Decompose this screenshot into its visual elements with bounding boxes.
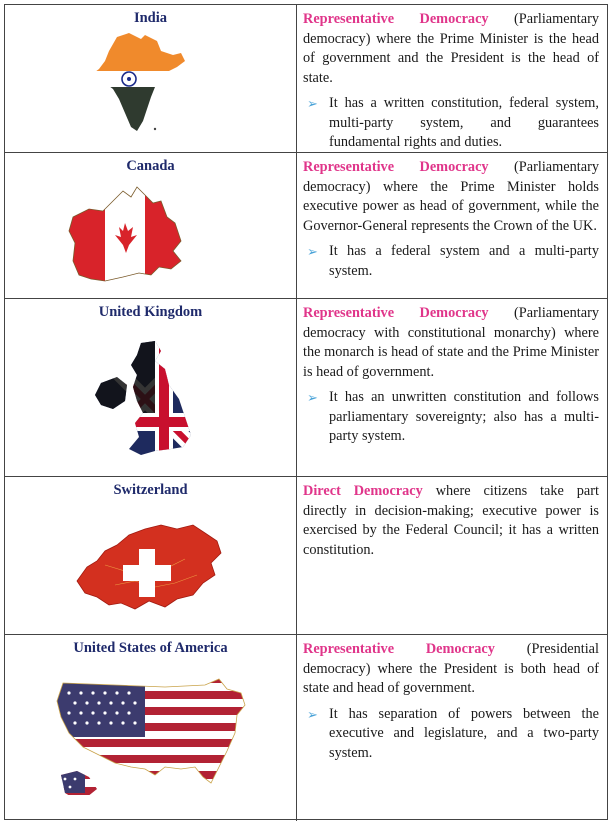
- bullet-text: It has a written constitution, federal system, multi-party system, and guarantees fundamental rights and duties.: [329, 95, 599, 150]
- government-description: [303, 482, 599, 560]
- government-type: Representative Democracy: [303, 641, 495, 657]
- country-cell: [5, 635, 297, 821]
- government-details: where citizens take part directly in decision-making; executive power is exercised by the Federal Council; it has a written constitution.: [303, 483, 599, 558]
- bullet-point: [303, 705, 599, 764]
- country-cell: [5, 299, 297, 476]
- description-cell: [297, 5, 607, 152]
- government-details: (Parliamentary democracy) where the Prime Minister is the head of government and the President is the head of state.: [303, 11, 599, 86]
- bullet-text: It has a federal system and a multi-party system.: [329, 243, 599, 279]
- bullet-point: [303, 242, 599, 281]
- table-row: [5, 299, 607, 477]
- country-cell: [5, 477, 297, 634]
- country-name: Canada: [126, 158, 175, 174]
- country-name: India: [133, 10, 168, 26]
- canada-map-flag-image: [5, 181, 297, 295]
- bullet-point: [303, 94, 599, 153]
- government-type: Representative Democracy: [303, 159, 489, 175]
- description-cell: [297, 153, 607, 298]
- government-description: [303, 304, 599, 382]
- government-description: [303, 158, 599, 236]
- government-type: Representative Democracy: [303, 305, 489, 321]
- government-details: (Parliamentary democracy) where the Prime Minister holds executive power as head of government, while the Governor-General represents the Crown of the UK.: [303, 159, 599, 234]
- arrow-bullet-icon: ➢: [307, 706, 318, 722]
- usa-map-flag-image: [5, 671, 297, 817]
- arrow-bullet-icon: ➢: [307, 390, 318, 405]
- country-name: United Kingdom: [98, 304, 203, 320]
- table-row: [5, 5, 607, 153]
- bullet-point: [303, 388, 599, 447]
- arrow-bullet-icon: ➢: [307, 244, 318, 259]
- country-cell: [5, 153, 297, 298]
- country-name: Switzerland: [113, 482, 188, 498]
- bullet-text: It has separation of powers between the executive and legislature, and a two-party system.: [329, 705, 599, 761]
- description-cell: [297, 635, 607, 821]
- table-row: [5, 635, 607, 821]
- government-type: Representative Democracy: [303, 11, 489, 27]
- government-description: [303, 640, 599, 699]
- description-cell: [297, 477, 607, 634]
- table-row: [5, 477, 607, 635]
- governments-table: [4, 4, 608, 820]
- country-name: United States of America: [73, 640, 228, 656]
- description-cell: [297, 299, 607, 476]
- india-map-flag-image: [5, 31, 297, 149]
- uk-map-flag-image: [5, 339, 297, 473]
- government-details: (Parliamentary democracy with constitutional monarchy) where the monarch is head of state and the Prime Minister is head of government.: [303, 305, 599, 380]
- government-details: (Presidential democracy) where the President is both head of state and head of government.: [303, 641, 599, 696]
- table-row: [5, 153, 607, 299]
- bullet-text: It has an unwritten constitution and follows parliamentary sovereignty; also has a multi-party system.: [329, 389, 599, 444]
- switzerland-map-flag-image: [5, 505, 297, 631]
- government-type: Direct Democracy: [303, 483, 423, 499]
- government-description: [303, 10, 599, 88]
- country-cell: [5, 5, 297, 152]
- arrow-bullet-icon: ➢: [307, 96, 318, 111]
